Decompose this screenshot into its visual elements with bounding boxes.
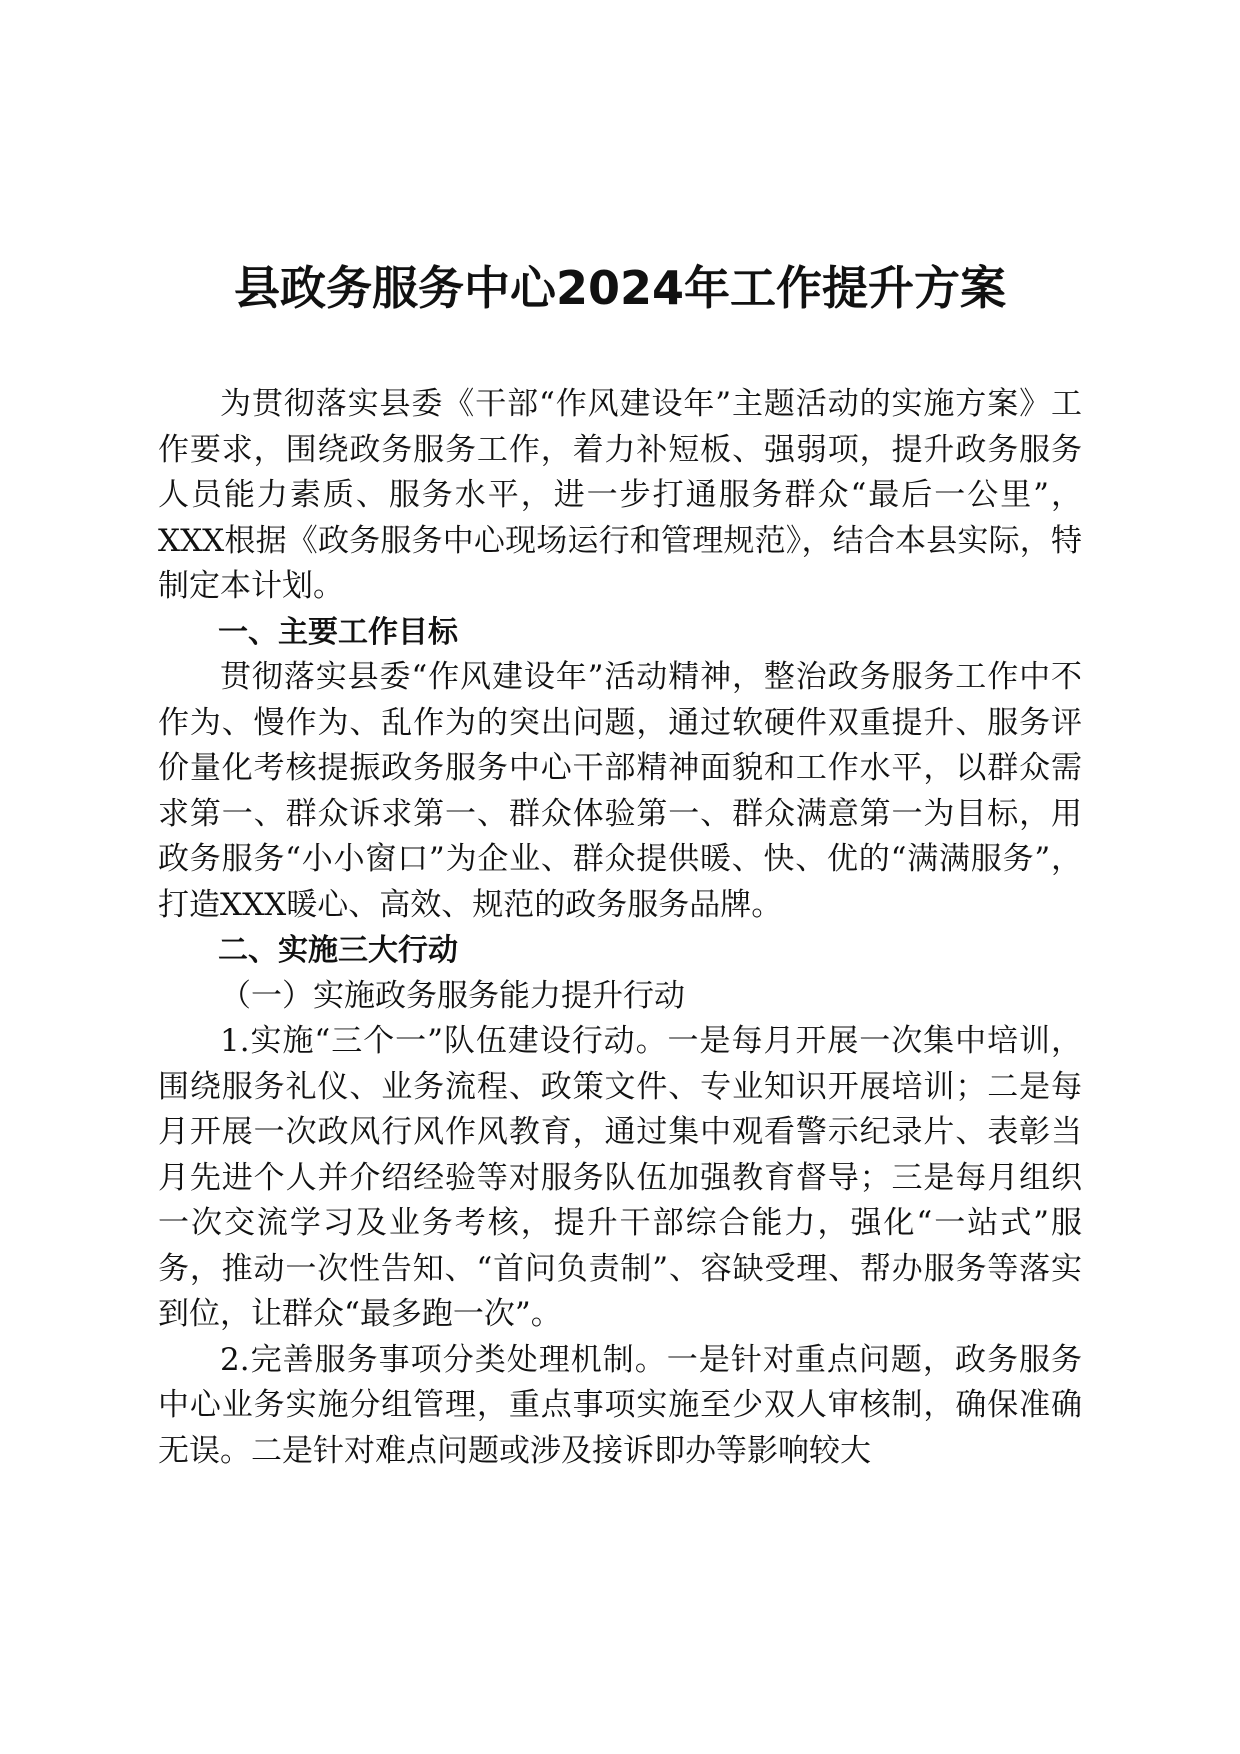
subsection-heading-capability: （一）实施政务服务能力提升行动 [220, 977, 685, 1014]
intro-paragraph: 为贯彻落实县委《干部“作风建设年”主题活动的实施方案》工作要求，围绕政务服务工作，着力补短板、强弱项，提升政务服务人员能力素质、服务水平，进一步打通服务群众“最后一公里”，XXX根据《政务服务中心现场运行和管理规范》，结合本县实际，特制定本计划。 [158, 386, 1082, 604]
item-paragraph-2: 2.完善服务事项分类处理机制。一是针对重点问题，政务服务中心业务实施分组管理，重点事项实施至少双人审核制，确保准确无误。二是针对难点问题或涉及接诉即办等影响较大 [158, 1341, 1082, 1469]
document-body [158, 382, 1082, 1474]
document-title: 县政务服务中心2024年工作提升方案 [233, 261, 1007, 315]
section-heading-goals: 一、主要工作目标 [218, 614, 458, 650]
section-heading-actions: 二、实施三大行动 [218, 933, 458, 968]
goals-paragraph: 贯彻落实县委“作风建设年”活动精神，整治政务服务工作中不作为、慢作为、乱作为的突出问题，通过软硬件双重提升、服务评价量化考核提振政务服务中心干部精神面貌和工作水平，以群众需求第一、群众诉求第一、群众体验第一、群众满意第一为目标，用政务服务“小小窗口”为企业、群众提供暖、快、优的“满满服务”，打造XXX暖心、高效、规范的政务服务品牌。 [158, 659, 1082, 923]
item-paragraph-1: 1.实施“三个一”队伍建设行动。一是每月开展一次集中培训，围绕服务礼仪、业务流程、政策文件、专业知识开展培训；二是每月开展一次政风行风作风教育，通过集中观看警示纪录片、表彰当月先进个人并介绍经验等对服务队伍加强教育督导；三是每月组织一次交流学习及业务考核，提升干部综合能力，强化“一站式”服务，推动一次性告知、“首问负责制”、容缺受理、帮办服务等落实到位，让群众“最多跑一次”。 [158, 1023, 1082, 1332]
